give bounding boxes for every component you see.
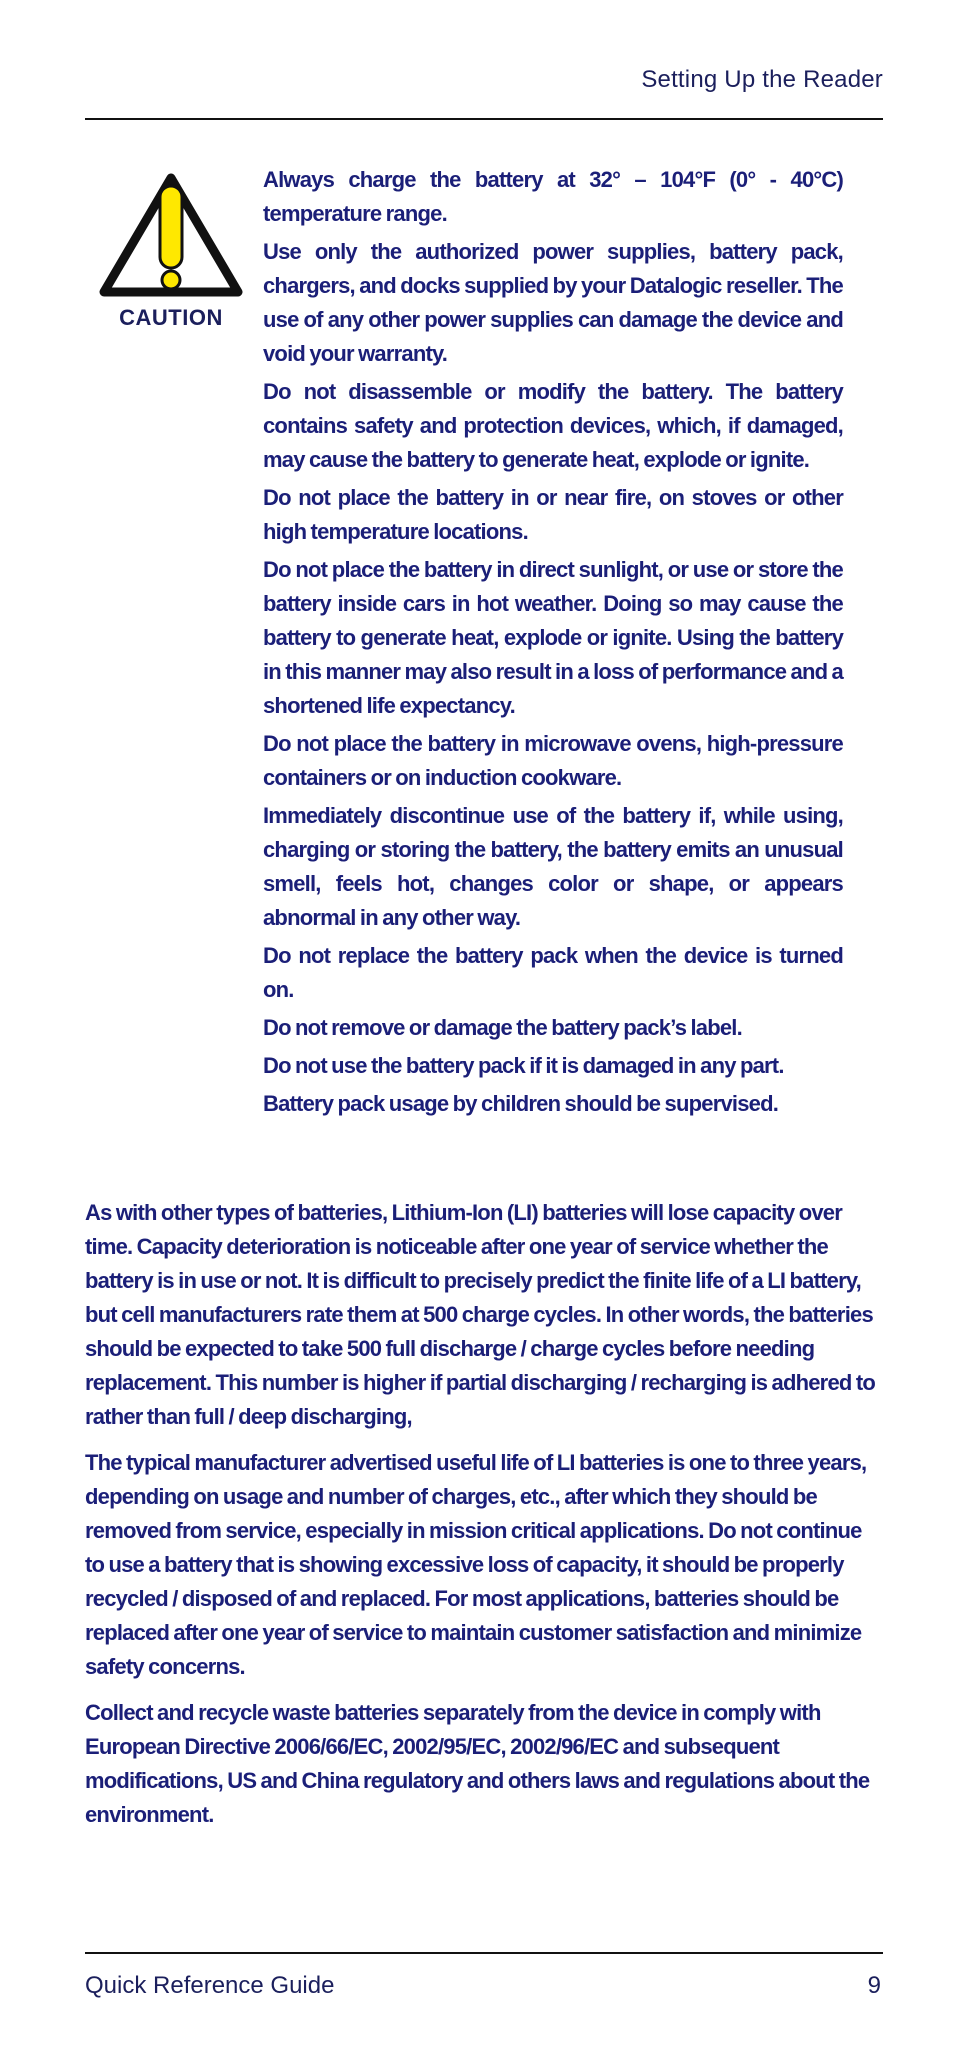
- warning-item: Immediately discontinue use of the battery if, while using, charging or storing the battery, the battery emits an unusual smell, feels hot, changes color or shape, or appears abnormal in any other way.: [263, 803, 843, 930]
- warning-list: [263, 163, 843, 1125]
- warning-item: Do not replace the battery pack when the device is turned on.: [263, 943, 843, 1002]
- warning-item: Do not place the battery in microwave ovens, high-pressure containers or on induction cookware.: [263, 731, 843, 790]
- page-header: [85, 0, 883, 120]
- warning-item: Do not place the battery in or near fire, on stoves or other high temperature locations.: [263, 485, 843, 544]
- body-text: [85, 1196, 885, 1844]
- warning-item: Do not use the battery pack if it is damaged in any part.: [263, 1053, 784, 1078]
- header-title: Setting Up the Reader: [641, 66, 883, 93]
- warning-item: Always charge the battery at 32° – 104°F (0° - 40°C) temperature range.: [263, 167, 843, 226]
- warning-item: Do not remove or damage the battery pack’s label.: [263, 1015, 742, 1040]
- warning-item: Do not place the battery in direct sunlight, or use or store the battery inside cars in hot weather. Doing so may cause the battery to generate heat, explode or ignite. Using the battery in this manner may also result in a loss of performance and a shortened life expectancy.: [263, 557, 843, 718]
- paragraph-recycling: Collect and recycle waste batteries separately from the device in comply with European Directive 2006/66/EC, 2002/95/EC, 2002/96/EC and subsequent modifications, US and China regulatory and others laws and regulations about the environment.: [85, 1700, 870, 1827]
- caution-notice: [96, 170, 246, 340]
- page-number: 9: [867, 1972, 881, 1999]
- footer-title: Quick Reference Guide: [85, 1972, 335, 1999]
- warning-item: Use only the authorized power supplies, battery pack, chargers, and docks supplied by your Datalogic reseller. The use of any other power supplies can damage the device and void your warranty.: [263, 239, 843, 366]
- page-footer: [85, 1952, 883, 2014]
- paragraph-battery-life: The typical manufacturer advertised useful life of LI batteries is one to three years, depending on usage and number of charges, etc., after which they should be removed from service, especially in mission critical applications. Do not continue to use a battery that is showing excessive loss of capacity, it should be properly recycled / disposed of and replaced. For most applications, batteries should be replaced after one year of service to maintain customer satisfaction and minimize safety concerns.: [85, 1450, 867, 1679]
- warning-item: Do not disassemble or modify the battery. The battery contains safety and protection devices, which, if damaged, may cause the battery to generate heat, explode or ignite.: [263, 379, 843, 472]
- paragraph-battery-capacity: As with other types of batteries, Lithium-Ion (LI) batteries will lose capacity over time. Capacity deterioration is noticeable after one year of service whether the battery is in use or not. It is difficult to precisely predict the finite life of a LI battery, but cell manufacturers rate them at 500 charge cycles. In other words, the batteries should be expected to take 500 full discharge / charge cycles before needing replacement. This number is higher if partial discharging / recharging is adhered to rather than full / deep discharging,: [85, 1200, 875, 1429]
- caution-label: CAUTION: [119, 305, 223, 330]
- warning-item: Battery pack usage by children should be supervised.: [263, 1091, 779, 1116]
- caution-triangle-icon: [96, 170, 246, 305]
